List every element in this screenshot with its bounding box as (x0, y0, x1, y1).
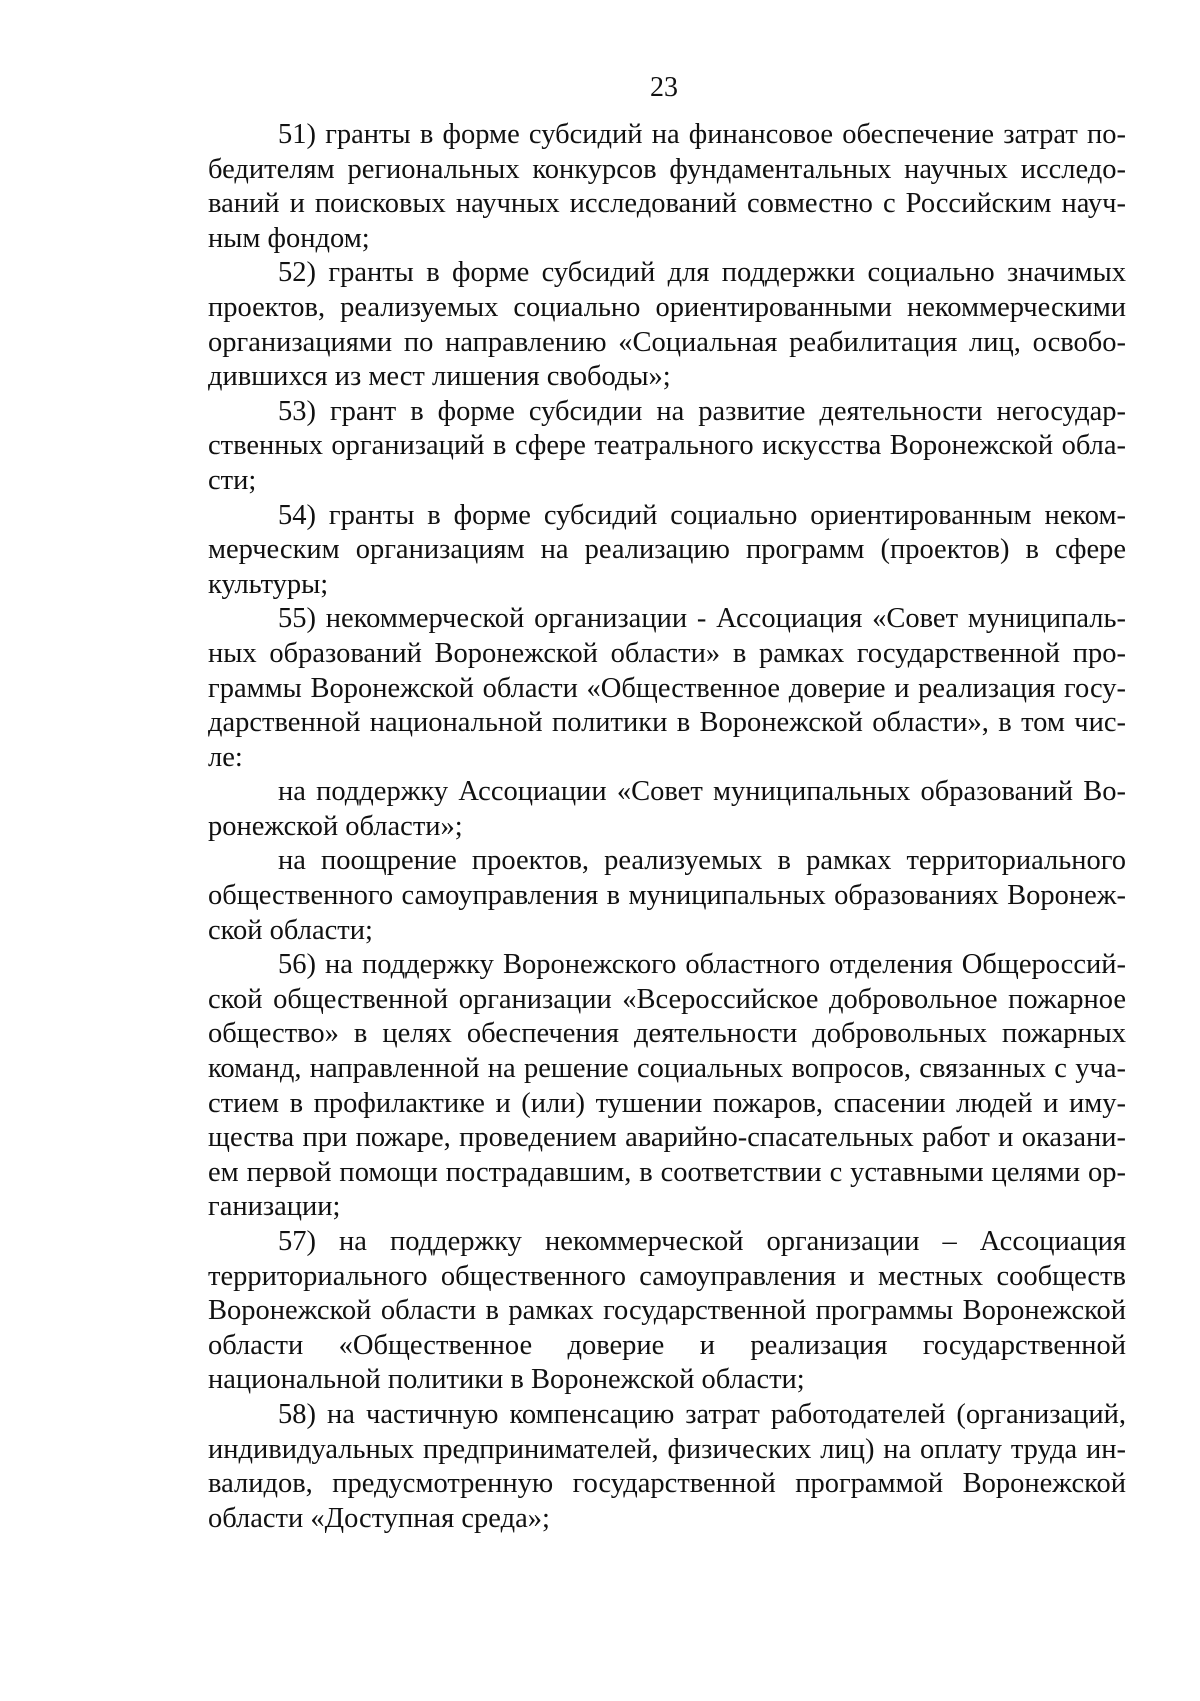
paragraph-item-51: 51) гранты в форме субсидий на финансовое обеспечение затрат победителям региональных конкурсов фундаментальных научных исследований и поисковых научных исследований совместно с Российским научным фондом; (208, 119, 1126, 254)
page-number: 23 (650, 72, 678, 103)
paragraph-item-55: 55) некоммерческой организации - Ассоциация «Совет муниципальных образований Воронежской области» в рамках государственной программы Воронежской области «Общественное доверие и реализация государственной национальной политики в Воронежской области», в том числе: (208, 603, 1126, 773)
paragraph-item-57: 57) на поддержку некоммерческой организации – Ассоциация территориального общественного самоуправления и местных сообществ Воронежской области в рамках государственной программы Воронежской области «Общественное доверие и реализация государственной национальной политики в Воронежской области; (208, 1226, 1126, 1396)
paragraph-item-54: 54) гранты в форме субсидий социально ориентированным некоммерческим организациям на реализацию программ (проектов) в сфере культуры; (208, 499, 1126, 600)
paragraph-item-56: 56) на поддержку Воронежского областного отделения Общероссийской общественной организации «Всероссийское добровольное пожарное общество» в целях обеспечения деятельности добровольных пожарных команд, направленной на решение социальных вопросов, связанных с участием в профилактике и (или) тушении пожаров, спасении людей и имущества при пожаре, проведением аварийно-спасательных работ и оказанием первой помощи пострадавшим, в соответствии с уставными целями организации; (208, 949, 1126, 1223)
paragraph-subitem-association-support: на поддержку Ассоциации «Совет муниципальных образований Воронежской области»; (208, 776, 1126, 842)
document-body (208, 118, 1126, 1536)
paragraph-item-52: 52) гранты в форме субсидий для поддержки социально значимых проектов, реализуемых социально ориентированными некоммерческими организациями по направлению «Социальная реабилитация лиц, освободившихся из мест лишения свободы»; (208, 257, 1126, 393)
paragraph-item-58: 58) на частичную компенсацию затрат работодателей (организаций, индивидуальных предпринимателей, физических лиц) на оплату труда инвалидов, предусмотренную государственной программой Воронежской области «Доступная среда»; (208, 1398, 1126, 1534)
paragraph-subitem-project-encouragement: на поощрение проектов, реализуемых в рамках территориального общественного самоуправления в муниципальных образованиях Воронежской области; (208, 845, 1126, 946)
paragraph-item-53: 53) грант в форме субсидии на развитие деятельности негосударственных организаций в сфере театрального искусства Воронежской области; (208, 395, 1126, 496)
